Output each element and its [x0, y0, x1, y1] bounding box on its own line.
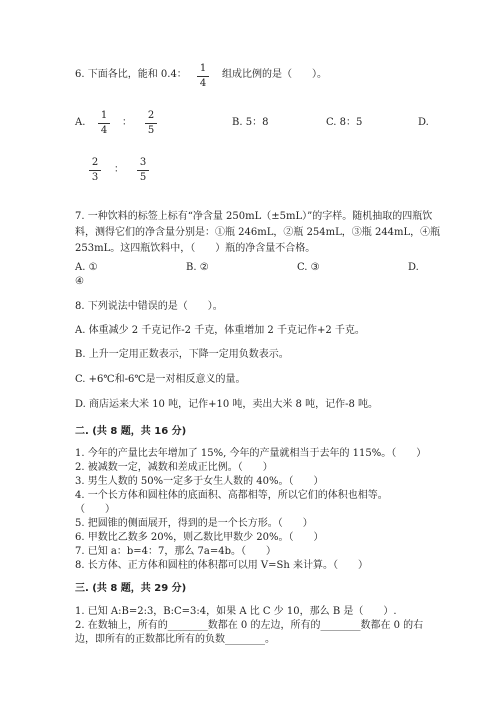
q6-stem-suffix: 组成比例的是（ ）。: [222, 69, 327, 80]
section-2-item: 3. 男生人数的 50%一定多于女生人数的 40%。（ ）: [75, 476, 324, 487]
section-2-item: 6. 甲数比乙数多 20%，则乙数比甲数少 20%。（ ）: [75, 532, 324, 543]
section-3-item: 2. 在数轴上，所有的________数都在 0 的左边，所有的________数都在 0 的右: [75, 620, 424, 631]
q7-option-a: A. ①: [75, 262, 98, 273]
q6-option-d-fraction-2: [136, 157, 150, 184]
q7-line-3: 253mL。这四瓶饮料中，（ ）瓶的净含量不合格。: [75, 243, 316, 254]
q8-stem: 8. 下列说法中错误的是（ ）。: [75, 301, 223, 312]
q6-option-c: C. 8：5: [326, 117, 363, 128]
q6-d-frac1-denominator: 3: [91, 172, 99, 183]
q8-option-a: A. 体重减少 2 千克记作-2 千克，体重增加 2 千克记作+2 千克。: [75, 325, 365, 336]
q6-stem-fraction-denominator: 4: [199, 78, 207, 89]
q6-option-d-fraction-1: [88, 157, 102, 184]
q6-option-a-fraction-2: [144, 110, 158, 137]
q6-stem-fraction: [196, 63, 210, 90]
q6-a-frac1-numerator: 1: [100, 110, 108, 121]
q7-option-d: D.: [408, 262, 419, 273]
q6-a-frac1-bar: [98, 123, 110, 124]
q6-option-b: B. 5：8: [232, 117, 269, 128]
section-3-title: 三. (共 8 题，共 29 分): [75, 583, 187, 594]
section-3-item: 1. 已知 A:B=2:3，B:C=3:4，如果 A 比 C 少 10，那么 B 是（ ）.: [75, 606, 397, 617]
section-2-item: 7. 已知 a：b=4：7，那么 7a=4b。（ ）: [75, 546, 277, 557]
section-2-item-continuation: （ ）: [75, 504, 115, 515]
section-3-item-continuation: 边，即所有的正数都比所有的负数________。: [75, 634, 275, 645]
q7-option-b: B. ②: [186, 262, 209, 273]
q7-option-c: C. ③: [297, 262, 320, 273]
q6-option-a-label: A.: [75, 117, 86, 128]
q6-stem-fraction-bar: [197, 76, 209, 77]
q6-d-frac2-numerator: 3: [139, 157, 147, 168]
q6-d-frac2-bar: [137, 170, 149, 171]
q6-a-frac2-denominator: 5: [147, 125, 155, 136]
q6-d-frac2-denominator: 5: [139, 172, 147, 183]
q6-d-frac1-numerator: 2: [91, 157, 99, 168]
q6-a-frac2-numerator: 2: [147, 110, 155, 121]
q7-option-d-value: ④: [75, 276, 84, 287]
section-2-item: 4. 一个长方体和圆柱体的底面积、高都相等，所以它们的体积也相等。: [75, 490, 388, 501]
q6-stem-fraction-numerator: 1: [199, 63, 207, 74]
q6-a-frac2-bar: [145, 123, 157, 124]
q6-stem-prefix: 6. 下面各比，能和 0.4：: [75, 69, 187, 80]
q6-option-a-colon: ：: [122, 117, 132, 128]
q6-option-a-fraction-1: [97, 110, 111, 137]
q6-option-d-label: D.: [418, 117, 429, 128]
q8-option-b: B. 上升一定用正数表示，下降一定用负数表示。: [75, 349, 289, 360]
q8-option-c: C. +6℃和-6℃是一对相反意义的量。: [75, 374, 246, 385]
section-2-item: 5. 把圆锥的侧面展开，得到的是一个长方形。（ ）: [75, 518, 313, 529]
section-2-item: 2. 被减数一定，减数和差成正比例。（ ）: [75, 462, 273, 473]
q7-line-2: 料，测得它们的净含量分别是：①瓶 246mL，②瓶 254mL，③瓶 244mL，④瓶: [75, 227, 441, 238]
section-2-item: 1. 今年的产量比去年增加了 15%, 今年的产量就相当于去年的 115%。（ ）: [75, 448, 427, 459]
q6-option-d-colon: ：: [114, 164, 124, 175]
section-2-item: 8. 长方体、正方体和圆柱的体积都可以用 V=Sh 来计算。（ ）: [75, 560, 368, 571]
q6-a-frac1-denominator: 4: [100, 125, 108, 136]
q6-d-frac1-bar: [89, 170, 101, 171]
section-2-title: 二. (共 8 题，共 16 分): [75, 426, 187, 437]
q7-line-1: 7. 一种饮料的标签上标有“净含量 250mL（±5mL）”的字样。随机抽取的四瓶饮: [75, 211, 433, 222]
q8-option-d: D. 商店运来大米 10 吨，记作+10 吨，卖出大米 8 吨，记作-8 吨。: [75, 399, 379, 410]
